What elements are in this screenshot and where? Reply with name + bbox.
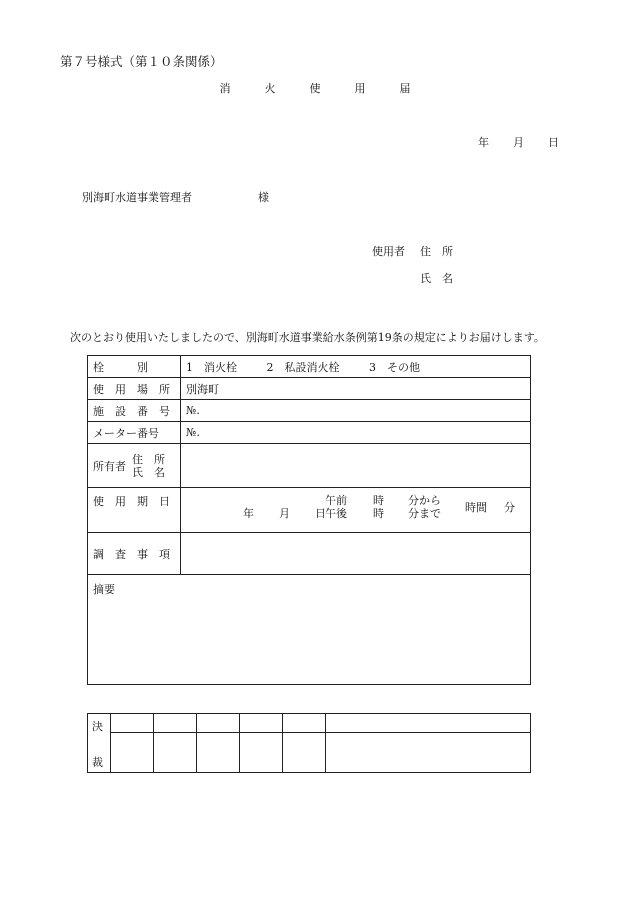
meter-number-label: メーター番号 (88, 422, 181, 444)
form-title (0, 80, 630, 96)
approval-char-2: 裁 (92, 756, 103, 769)
location-field[interactable]: 別海町 (181, 378, 531, 400)
applicant-label: 使用者 (372, 245, 405, 258)
table-row (88, 733, 531, 773)
approval-char-1: 決 (92, 720, 103, 733)
approval-header-cell (154, 714, 197, 733)
title-char: 用 (354, 82, 366, 95)
approval-header-cell (197, 714, 240, 733)
period-day: 日 (315, 507, 326, 520)
usage-period-field[interactable] (181, 488, 531, 533)
applicant-address-label: 住 所 (420, 245, 453, 258)
table-row (88, 714, 531, 733)
title-char: 届 (399, 82, 411, 95)
period-until: 分まで (408, 507, 441, 520)
summary-field[interactable] (88, 575, 531, 685)
approval-header-cell (326, 714, 531, 733)
period-am: 午前 (325, 494, 347, 507)
form-number: 第７号様式（第１０条関係） (60, 54, 223, 69)
title-char: 火 (264, 82, 276, 95)
owner-label-text: 所有者 (93, 459, 126, 473)
survey-items-label: 調 査 事 項 (88, 533, 181, 575)
summary-label: 摘要 (93, 583, 115, 596)
approval-stamp-cell[interactable] (240, 733, 283, 773)
title-char: 消 (219, 82, 231, 95)
table-row (88, 378, 531, 400)
period-pm: 午後 (325, 507, 347, 520)
survey-items-field[interactable] (181, 533, 531, 575)
usage-table (87, 355, 531, 685)
period-month: 月 (279, 507, 290, 520)
meter-number-field[interactable]: №. (181, 422, 531, 444)
owner-field[interactable] (181, 444, 531, 488)
period-minutes: 分 (504, 501, 515, 514)
table-row (88, 400, 531, 422)
location-label: 使 用 場 所 (88, 378, 181, 400)
approval-stamp-cell[interactable] (154, 733, 197, 773)
approval-stamp-cell[interactable] (326, 733, 531, 773)
approval-header-cell (240, 714, 283, 733)
hydrant-type-options (181, 356, 531, 378)
table-row (88, 533, 531, 575)
period-hour-end: 時 (373, 507, 384, 520)
approval-header-cell (283, 714, 326, 733)
approval-stamp-cell[interactable] (283, 733, 326, 773)
addressee-honorific: 様 (258, 191, 269, 204)
table-row (88, 356, 531, 378)
applicant-name-label: 氏 名 (420, 272, 453, 285)
date-year: 年 (478, 136, 489, 149)
table-row (88, 575, 531, 685)
period-hour-start: 時 (373, 494, 384, 507)
approval-table (87, 713, 531, 773)
approval-header-cell (111, 714, 154, 733)
approval-stamp-cell[interactable] (197, 733, 240, 773)
option-other[interactable]: 3 その他 (369, 360, 420, 374)
owner-address-label: 住 所 (132, 452, 165, 466)
owner-name-label: 氏 名 (132, 465, 165, 479)
table-row (88, 444, 531, 488)
table-row (88, 488, 531, 533)
period-hours: 時間 (465, 501, 487, 514)
option-private-hydrant[interactable]: 2 私設消火栓 (266, 360, 340, 374)
period-from: 分から (408, 494, 441, 507)
usage-period-label: 使 用 期 日 (88, 488, 181, 533)
period-year: 年 (243, 507, 254, 520)
approval-label (88, 714, 111, 773)
facility-number-field[interactable]: №. (181, 400, 531, 422)
date-day: 日 (548, 136, 559, 149)
date-month: 月 (513, 136, 524, 149)
approval-stamp-cell[interactable] (111, 733, 154, 773)
title-char: 使 (309, 82, 321, 95)
addressee-name: 別海町水道事業管理者 (82, 191, 192, 204)
option-hydrant[interactable]: 1 消火栓 (186, 360, 237, 374)
facility-number-label: 施 設 番 号 (88, 400, 181, 422)
hydrant-type-label: 栓 別 (88, 356, 181, 378)
notice-text: 次のとおり使用いたしましたので、別海町水道事業給水条例第19条の規定によりお届けします。 (70, 331, 545, 344)
table-row (88, 422, 531, 444)
owner-label (88, 444, 181, 488)
